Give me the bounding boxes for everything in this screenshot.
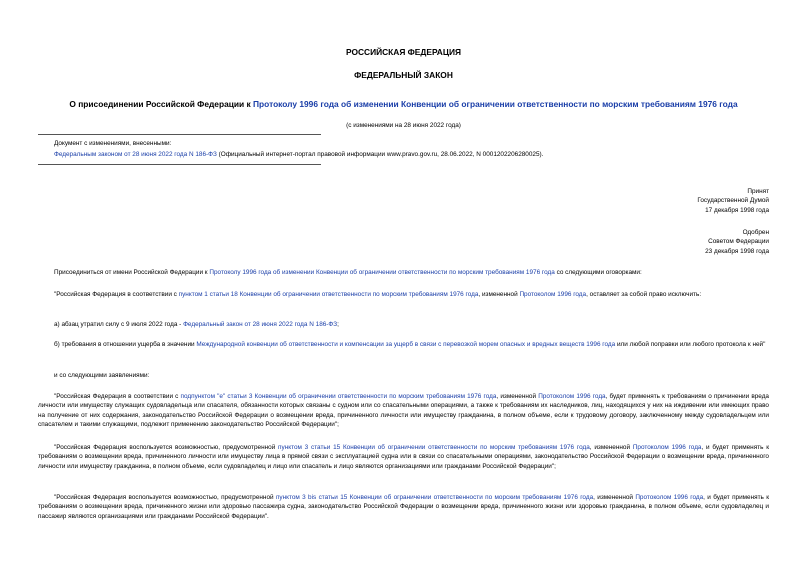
- p6-protocol-link[interactable]: Протоколом 1996 года: [538, 393, 606, 400]
- adopted-line-2: Государственной Думой: [697, 197, 769, 205]
- changes-law-link[interactable]: Федеральным законом от 28 июня 2022 года N 186-ФЗ: [54, 151, 217, 158]
- p6-text: "Российская Федерация в соответствии с: [54, 393, 181, 400]
- law-type-heading: ФЕДЕРАЛЬНЫЙ ЗАКОН: [354, 70, 453, 80]
- adopted-line-1: Принят: [747, 188, 769, 195]
- paragraph-statements-intro: и со следующими заявлениями:: [54, 372, 150, 379]
- changes-source: (Официальный интернет-портал правовой информации www.pravo.gov.ru, 28.06.2022, N 0001202206280025).: [216, 151, 544, 158]
- paragraph-statement-1: [38, 392, 769, 430]
- paragraph-item-b: [38, 340, 769, 349]
- adopted-block: [697, 187, 769, 215]
- p2-text: "Российская Федерация в соответствии с: [54, 291, 179, 298]
- p8-text-end: , и будет применять к требованиям о возмещении вреда, причиненного жизни или здоровью пассажира судна, законодательство Российской Федерации о возмещении вреда, причиненного жизни или здоровью гражданина, в полном объеме, если судовладелец и пассажир являются организациями или гражданами Российской Федерации".: [38, 494, 769, 520]
- paragraph-item-a: [38, 320, 769, 329]
- p7-protocol-link[interactable]: Протоколом 1996 года: [632, 444, 702, 451]
- p3-law-link[interactable]: Федеральный закон от 28 июня 2022 года N 186-ФЗ: [183, 321, 338, 328]
- p8-text: "Российская Федерация воспользуется возможностью, предусмотренной: [54, 494, 276, 501]
- p2-article-link[interactable]: пунктом 1 статьи 18 Конвенции об ограничении ответственности по морским требованиям 1976 года: [178, 291, 479, 298]
- changes-line: [54, 150, 543, 159]
- law-title-prefix: О присоединении Российской Федерации к: [69, 99, 254, 109]
- p3-text-end: ;: [337, 321, 339, 328]
- divider-top: [38, 134, 321, 135]
- p2-text-mid: , измененной: [478, 291, 520, 298]
- p7-text: "Российская Федерация воспользуется возможностью, предусмотренной: [54, 444, 279, 451]
- p2-protocol-link[interactable]: Протоколом 1996 года: [519, 291, 587, 298]
- p8-protocol-link[interactable]: Протоколом 1996 года: [635, 494, 704, 501]
- p1-protocol-link[interactable]: Протоколу 1996 года об изменении Конвенции об ограничении ответственности по морским требованиям 1976 года: [209, 269, 555, 276]
- p3-text: а) абзац утратил силу с 9 июля 2022 года -: [54, 321, 184, 328]
- p6-article-link[interactable]: подпунктом "е" статьи 3 Конвенции об ограничении ответственности по морским требованиям 1976 года: [180, 393, 497, 400]
- approved-block: [705, 228, 769, 256]
- p4-convention-link[interactable]: Международной конвенции об ответственности и компенсации за ущерб в связи с перевозкой морем опасных и вредных веществ 1996 года: [196, 341, 616, 348]
- approved-line-2: Советом Федерации: [708, 238, 769, 246]
- p7-text-mid: , измененной: [589, 444, 633, 451]
- p6-text-mid: , измененной: [496, 393, 539, 400]
- p1-text: Присоединиться от имени Российской Федерации к: [54, 269, 210, 276]
- p2-text-end: , оставляет за собой право исключить:: [586, 291, 702, 298]
- p7-article-link[interactable]: пунктом 3 статьи 15 Конвенции об ограничении ответственности по морским требованиям 1976 года: [278, 444, 590, 451]
- law-title: [0, 99, 807, 109]
- p7-text-end: , и будет применять к требованиям о возмещении вреда, причиненного личности или имуществу лица в прямой связи с эксплуатацией судна или в связи со спасательными операциями, законодательство Российской Федерации о возмещении вреда, причиненного личности или имуществу гражданина, в полном объеме, если судовладелец и лицо или спасатель и лицо являются организациями или гражданами Российской Федерации";: [38, 444, 770, 470]
- paragraph-accession: [38, 268, 769, 277]
- p8-text-mid: , измененной: [593, 494, 636, 501]
- changes-label: Документ с изменениями, внесенными:: [54, 140, 172, 147]
- p6-text-end: , будет применять к требованиям о причинении вреда личности или имуществу служащих судовладельца или спасателя, обязанности которых связаны с судном или со спасательными операциями, а также к требованиям их наследников, лиц, находящихся у них на иждивении или имеющих право на получение от них содержания, законодательство Российской Федерации о возмещении вреда, причиненного личности или имуществу гражданина, в полном объеме, если к трудовому договору, заключенному между судовладельцем или спасателем и такими служащими, подлежит применению законодательство Российской Федерации";: [38, 393, 769, 429]
- divider-bottom: [38, 164, 321, 165]
- p4-text-end: или любой поправки или любого протокола к ней": [615, 341, 766, 348]
- amend-note: (с изменениями на 28 июня 2022 года): [346, 122, 461, 129]
- p4-text: б) требования в отношении ущерба в значении: [54, 341, 197, 348]
- p1-text-end: со следующими оговорками:: [554, 269, 642, 276]
- country-heading: РОССИЙСКАЯ ФЕДЕРАЦИЯ: [345, 47, 462, 57]
- approved-line-1: Одобрен: [742, 229, 769, 236]
- paragraph-statement-3: [38, 493, 769, 521]
- paragraph-statement-2: [38, 443, 769, 471]
- law-title-link[interactable]: Протоколу 1996 года об изменении Конвенции об ограничении ответственности по морским требованиям 1976 года: [253, 99, 738, 109]
- approved-line-3: 23 декабря 1998 года: [705, 247, 769, 255]
- p8-article-link[interactable]: пунктом 3 bis статьи 15 Конвенции об ограничении ответственности по морским требованиям 1976 года: [275, 494, 594, 501]
- adopted-line-3: 17 декабря 1998 года: [705, 206, 769, 214]
- paragraph-reservation: [38, 290, 769, 299]
